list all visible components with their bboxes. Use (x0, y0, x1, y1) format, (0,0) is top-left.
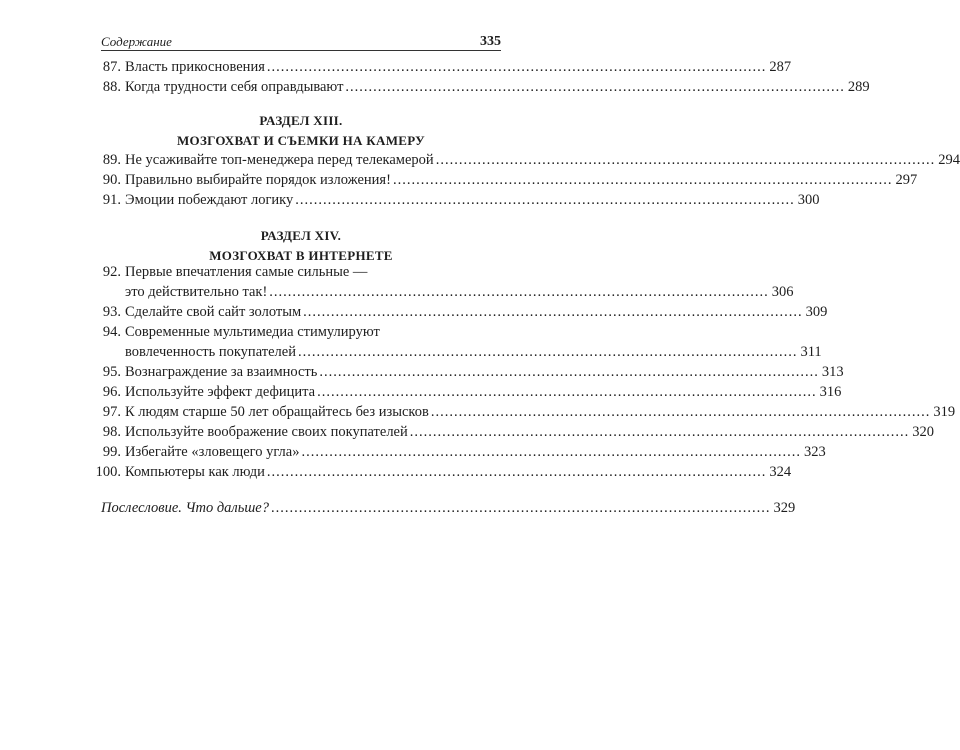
section-heading-xiii (101, 113, 501, 149)
toc-entry-title: Используйте воображение своих покупателей (125, 424, 408, 440)
toc-entry-title: Компьютеры как люди (125, 464, 265, 480)
toc-entry-number: 100. (95, 464, 121, 480)
toc-entry[interactable] (101, 402, 956, 422)
toc-entry[interactable] (101, 442, 826, 462)
leader-dots: ............................................................................................................ (430, 404, 931, 420)
toc-entry[interactable] (101, 170, 918, 190)
toc-entry-afterword[interactable] (101, 498, 796, 518)
running-head-section: Содержание (101, 34, 172, 49)
toc-entry[interactable] (101, 382, 842, 402)
toc-entry-number: 96. (102, 384, 121, 400)
leader-dots: ............................................................................................................ (301, 444, 801, 460)
toc-entry-page: 324 (769, 464, 792, 480)
toc-entry-page: 306 (771, 284, 794, 300)
toc-entry-number: 95. (102, 364, 121, 380)
header-rule (101, 50, 501, 51)
afterword-title: Послесловие. Что дальше? (101, 500, 269, 516)
toc-entry-page: 319 (933, 404, 956, 420)
toc-entry-title: Сделайте свой сайт золотым (125, 304, 302, 320)
toc-entry[interactable] (101, 150, 960, 170)
toc-entry-page: 294 (938, 152, 960, 168)
leader-dots: ............................................................................................................ (317, 384, 817, 400)
leader-dots: ............................................................................................................ (266, 59, 767, 75)
toc-entry-title: Первые впечатления самые сильные — (125, 264, 368, 280)
toc-entry-number: 87. (102, 59, 121, 75)
toc-entry-page: 300 (797, 192, 820, 208)
toc-entry-page: 320 (912, 424, 934, 440)
toc-entry-title: К людям старше 50 лет обращайтесь без изысков (125, 404, 429, 420)
toc-entry-page: 316 (819, 384, 842, 400)
leader-dots: ............................................................................................................ (345, 79, 845, 95)
toc-entry-page: 297 (895, 172, 918, 188)
toc-entry[interactable] (101, 77, 870, 97)
toc-entry[interactable] (101, 422, 934, 442)
toc-entry-page: 289 (847, 79, 870, 95)
leader-dots: ............................................................................................................ (319, 364, 819, 380)
toc-entry-title: Правильно выбирайте порядок изложения! (125, 172, 391, 188)
toc-entry[interactable] (95, 462, 792, 482)
toc-entry-title: Когда трудности себя оправдывают (125, 79, 344, 95)
toc-entry-number: 94. (102, 324, 121, 340)
toc-entry-title: Избегайте «зловещего угла» (125, 444, 300, 460)
section-title: МОЗГОХВАТ И СЪЕМКИ НА КАМЕРУ (176, 133, 425, 148)
toc-entry-title: Эмоции побеждают логику (125, 192, 294, 208)
toc-entry-number: 93. (102, 304, 121, 320)
section-label: РАЗДЕЛ XIV. (260, 228, 342, 243)
leader-dots: ............................................................................................................ (269, 284, 769, 300)
toc-entry-page: 309 (805, 304, 828, 320)
toc-entry-number: 90. (102, 172, 121, 188)
toc-entry-number: 89. (102, 152, 121, 168)
section-heading-xiv (101, 228, 501, 264)
leader-dots: ............................................................................................................ (297, 344, 798, 360)
toc-entry-number: 97. (102, 404, 121, 420)
toc-entry-number: 98. (102, 424, 121, 440)
toc-entry-page: 287 (769, 59, 792, 75)
toc-entry-page: 313 (821, 364, 844, 380)
leader-dots: ............................................................................................................ (435, 152, 936, 168)
toc-entry-page: 311 (800, 344, 822, 360)
section-title: МОЗГОХВАТ В ИНТЕРНЕТЕ (209, 248, 393, 263)
toc-entry[interactable] (101, 262, 501, 282)
leader-dots: ............................................................................................................ (295, 192, 795, 208)
leader-dots: ............................................................................................................ (303, 304, 803, 320)
toc-entry-number: 91. (102, 192, 121, 208)
afterword-page: 329 (773, 500, 796, 516)
toc-entry-title: Власть прикосновения (125, 59, 265, 75)
leader-dots: ............................................................................................................ (409, 424, 910, 440)
toc-entry-title: Не усаживайте топ-менеджера перед телекамерой (125, 152, 434, 168)
toc-entry-title: вовлеченность покупателей (125, 344, 296, 360)
leader-dots: ............................................................................................................ (392, 172, 893, 188)
section-label: РАЗДЕЛ XIII. (259, 113, 343, 128)
toc-entry-page: 323 (803, 444, 826, 460)
toc-entry-continuation[interactable] (101, 282, 794, 302)
toc-entry-number: 99. (102, 444, 121, 460)
toc-entry-title: Используйте эффект дефицита (125, 384, 316, 400)
toc-entry-title: Современные мультимедиа стимулируют (125, 324, 380, 340)
toc-entry-title: это действительно так! (125, 284, 268, 300)
leader-dots: ............................................................................................................ (270, 500, 771, 516)
toc-entry[interactable] (101, 302, 828, 322)
toc-entry[interactable] (101, 362, 844, 382)
toc-entry-continuation[interactable] (101, 342, 822, 362)
toc-entry[interactable] (101, 190, 820, 210)
toc-entry[interactable] (101, 57, 792, 77)
toc-entry-number: 92. (102, 264, 121, 280)
running-head (101, 34, 501, 50)
toc-entry-title: Вознаграждение за взаимность (125, 364, 318, 380)
toc-entry-number: 88. (102, 79, 121, 95)
page-number: 335 (480, 34, 501, 49)
leader-dots: ............................................................................................................ (266, 464, 767, 480)
toc-entry[interactable] (101, 322, 501, 342)
